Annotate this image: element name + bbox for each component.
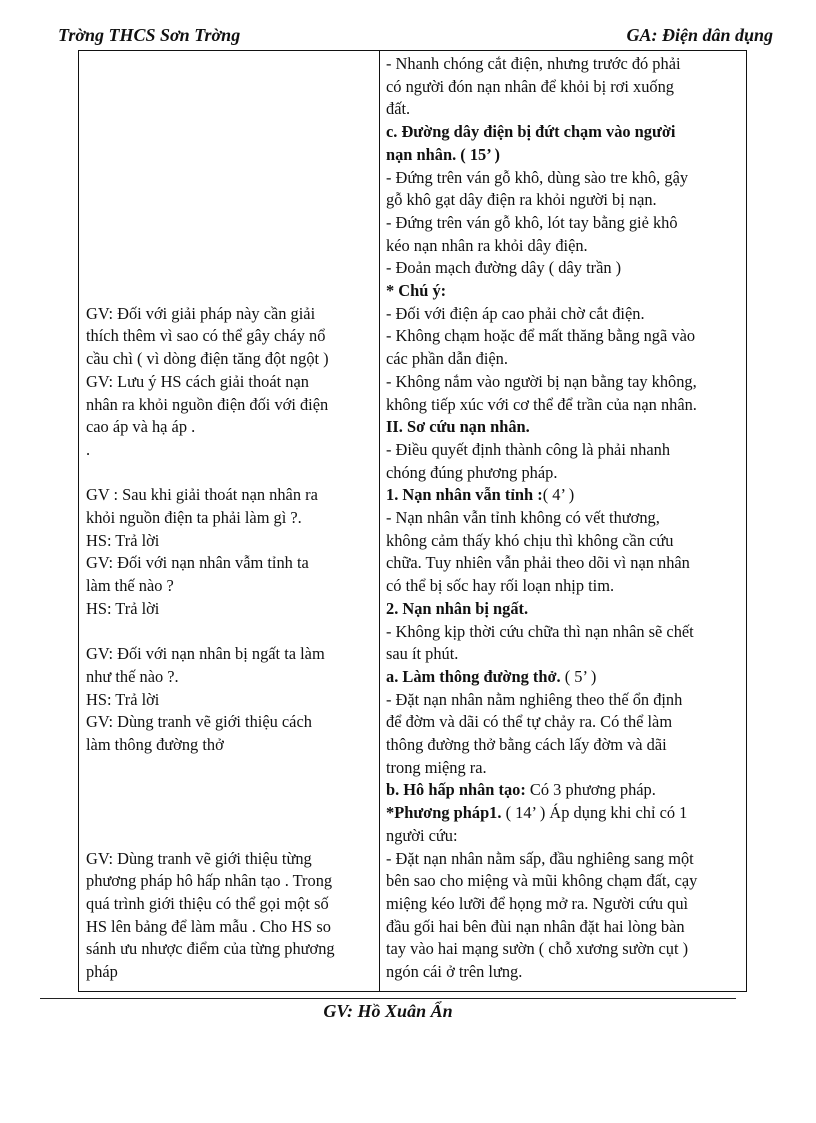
- content-line: - Đối với điện áp cao phải chờ cắt điện.: [386, 303, 645, 323]
- teacher-activity-line: pháp: [86, 962, 118, 981]
- teacher-activity-line: làm thế nào ?: [86, 576, 174, 596]
- teacher-activity-line: như thế nào ?.: [86, 666, 179, 686]
- content-line: II. Sơ cứu nạn nhân.: [386, 417, 530, 437]
- teacher-activity-line: HS lên bảng để làm mẫu . Cho HS so: [86, 916, 331, 936]
- content-line: đất.: [386, 99, 411, 119]
- teacher-activity-line: GV: Lưu ý HS cách giải thoát nạn: [86, 371, 309, 391]
- content-line: - Đoản mạch đường dây ( dây trần ): [386, 258, 622, 278]
- content-line: sau ít phút.: [386, 644, 459, 664]
- content-line: [386, 484, 574, 507]
- content-line: không tiếp xúc với cơ thể để trần của nạn nhân.: [386, 394, 697, 414]
- content-line: không cảm thấy khó chịu thì không cần cứu: [386, 530, 674, 550]
- content-line: đầu gối hai bên đùi nạn nhân đặt hai lòng bàn: [386, 916, 685, 936]
- teacher-activity-line: GV: Đối với nạn nhân vẫm tỉnh ta: [86, 553, 309, 573]
- content-line: - Đứng trên ván gỗ khô, dùng sào tre khô, gậy: [386, 167, 689, 187]
- content-line: - Đứng trên ván gỗ khô, lót tay bằng giẻ khô: [386, 212, 678, 232]
- bold-heading: *Phương pháp1.: [386, 803, 502, 823]
- content-line: - Đặt nạn nhân nằm sấp, đầu nghiêng sang một: [386, 848, 694, 868]
- teacher-activity-line: cao áp và hạ áp .: [86, 417, 196, 437]
- content-line: tay vào hai mạng sườn ( chỗ xương sườn cụt ): [386, 939, 689, 959]
- teacher-activity-line: quá trình giới thiệu có thể gọi một số: [86, 893, 329, 913]
- teacher-activity-line: nhân ra khỏi nguồn điện đối với điện: [86, 394, 329, 414]
- content-line: - Nạn nhân vẫn tỉnh không có vết thương,: [386, 508, 660, 527]
- lesson-plan-subject: GA: Điện dân dụng: [626, 25, 773, 45]
- teacher-activity-line: phương pháp hô hấp nhân tạo . Trong: [86, 871, 333, 891]
- bold-heading: a. Làm thông đường thở.: [386, 666, 561, 686]
- content-line: - Không kịp thời cứu chữa thì nạn nhân sẽ chết: [386, 621, 694, 641]
- content-line: - Không chạm hoặc để mất thăng bằng ngã vào: [386, 326, 696, 346]
- content-line: [386, 802, 687, 825]
- content-line: thông đường thở bằng cách lấy đờm và dãi: [386, 735, 667, 754]
- lesson-table: [78, 50, 747, 992]
- teacher-activity-line: .: [86, 439, 91, 459]
- content-line: - Không nắm vào người bị nạn bằng tay không,: [386, 371, 697, 391]
- teacher-activity-line: GV: Đối với nạn nhân bị ngất ta làm: [86, 644, 325, 664]
- content-line: 2. Nạn nhân bị ngất.: [386, 598, 529, 618]
- teacher-activity-line: HS: Trả lời: [86, 530, 160, 550]
- content-line: c. Đường dây điện bị đứt chạm vào người: [386, 122, 676, 142]
- content-line: * Chú ý:: [386, 281, 447, 300]
- teacher-activity-line: cầu chì ( vì dòng điện tăng đột ngột ): [86, 349, 329, 369]
- heading-suffix: ( 4’ ): [542, 485, 575, 505]
- heading-suffix: Có 3 phương pháp.: [525, 780, 656, 800]
- content-line: có thể bị sốc hay rối loạn nhịp tim.: [386, 576, 615, 596]
- page-header: [58, 25, 773, 47]
- content-line: miệng kéo lưỡi để họng mở ra. Người cứu quì: [386, 893, 689, 913]
- teacher-activity-line: GV: Dùng tranh vẽ giới thiệu từng: [86, 848, 312, 868]
- content-line: chóng đúng phương pháp.: [386, 462, 558, 482]
- teacher-activity-line: làm thông đường thở: [86, 735, 224, 754]
- footer-rule: [40, 998, 736, 999]
- teacher-activity-line: GV: Dùng tranh vẽ giới thiệu cách: [86, 712, 312, 732]
- teacher-activity-line: HS: Trả lời: [86, 689, 160, 709]
- school-name: Trờng THCS Sơn Trờng: [58, 25, 241, 45]
- content-line: ngón cái ở trên lưng.: [386, 962, 523, 981]
- content-line: chữa. Tuy nhiên vẫn phải theo dõi vì nạn nhân: [386, 553, 690, 573]
- teacher-activity-line: GV : Sau khi giải thoát nạn nhân ra: [86, 485, 318, 505]
- content-line: - Điều quyết định thành công là phải nhanh: [386, 439, 671, 459]
- content-line: có người đón nạn nhân để khỏi bị rơi xuống: [386, 76, 674, 96]
- content-line: nạn nhân. ( 15’ ): [386, 144, 501, 164]
- content-line: các phần dẫn điện.: [386, 349, 508, 369]
- content-line: trong miệng ra.: [386, 757, 487, 777]
- content-line: bên sao cho miệng và mũi không chạm đất, cạy: [386, 871, 698, 891]
- content-line: - Nhanh chóng cắt điện, nhưng trước đó phải: [386, 54, 681, 73]
- content-line: [386, 779, 656, 802]
- teacher-name: GV: Hồ Xuân Ẩn: [323, 1001, 453, 1021]
- teacher-activity-line: thích thêm vì sao có thể gây cháy nổ: [86, 326, 326, 346]
- heading-suffix: ( 14’ ) Áp dụng khi chỉ có 1: [501, 803, 688, 823]
- teacher-activity-line: GV: Đối với giải pháp này cần giải: [86, 303, 316, 323]
- content-line: để đờm và dãi có thể tự chảy ra. Có thể làm: [386, 712, 673, 732]
- content-line: gỗ khô gạt dây điện ra khỏi người bị nạn.: [386, 190, 657, 210]
- teacher-activity-line: HS: Trả lời: [86, 598, 160, 618]
- content-line: người cứu:: [386, 825, 458, 845]
- heading-suffix: ( 5’ ): [560, 666, 597, 686]
- teacher-activity-line: sánh ưu nhược điểm của từng phương: [86, 939, 335, 959]
- content-line: kéo nạn nhân ra khỏi dây điện.: [386, 235, 588, 255]
- teacher-activity-line: khỏi nguồn điện ta phải làm gì ?.: [86, 508, 302, 527]
- bold-heading: b. Hô hấp nhân tạo:: [386, 780, 526, 800]
- column-divider: [379, 51, 380, 991]
- content-line: [386, 666, 596, 689]
- content-line: - Đặt nạn nhân nằm nghiêng theo thế ổn định: [386, 689, 683, 709]
- bold-heading: 1. Nạn nhân vẫn tỉnh :: [386, 485, 543, 505]
